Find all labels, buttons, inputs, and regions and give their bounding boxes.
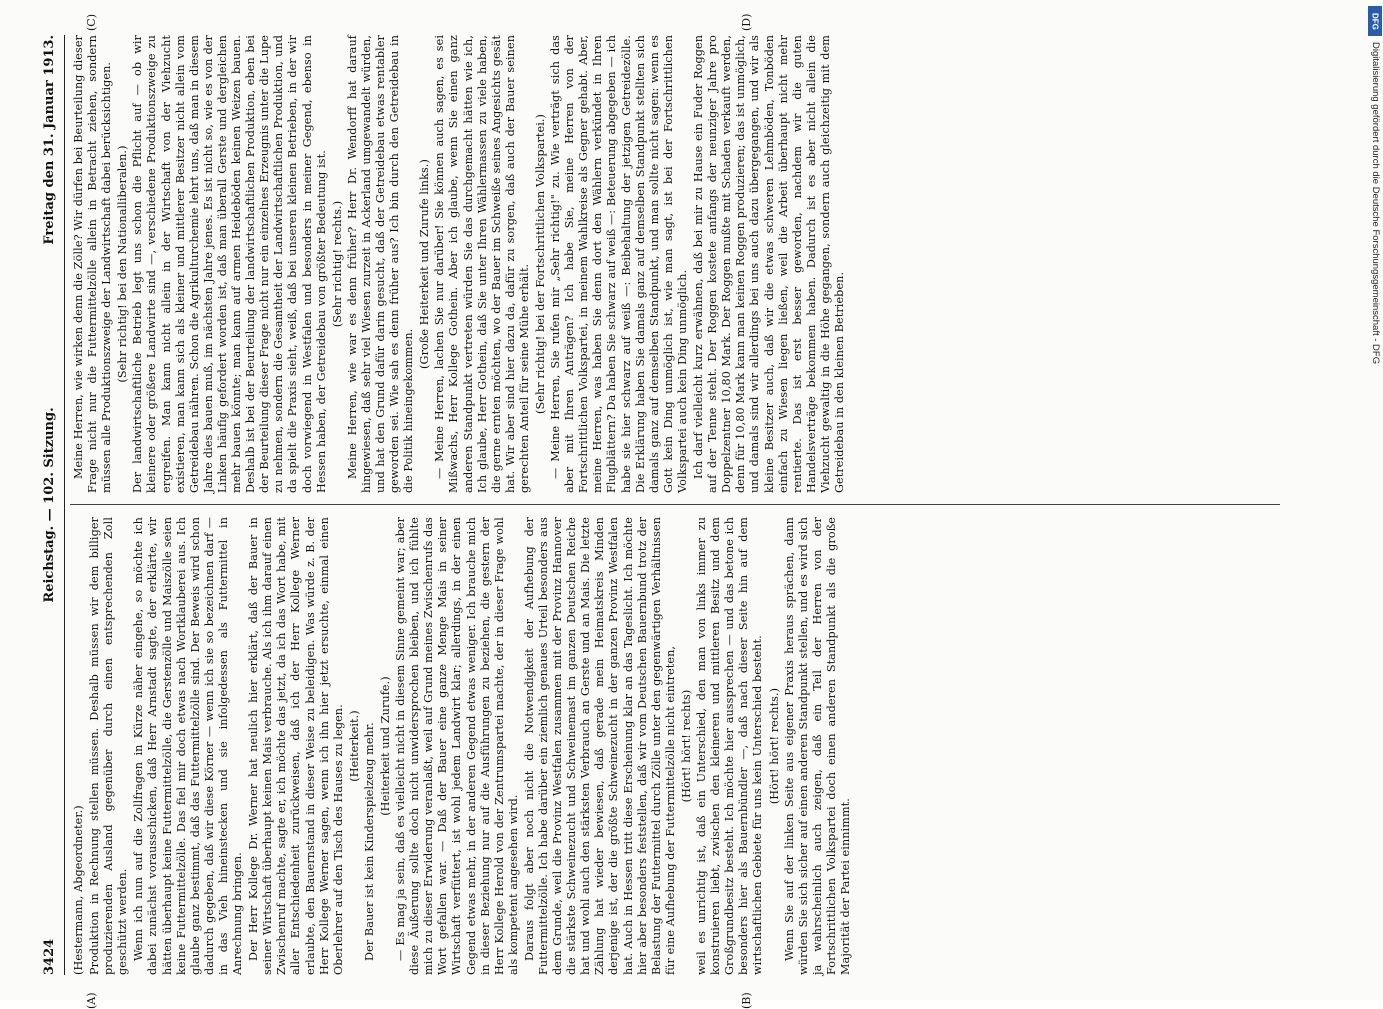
paragraph: — Es mag ja sein, daß es vielleicht nicht in diesem Sinne gemeint war; aber diese Äußerung sollte doch nicht unwidersprochen bleiben, und ich fühlte mich zu dieser Erwiderung veranlaßt, weil auf Grund meines Zwischenrufs das Wort gefallen war. — Daß der Bauer eine ganze Menge Mais in seiner Wirtschaft verfüttert, ist wohl jedem Landwirt klar; allerdings, in der einen Gegend etwas mehr, in der anderen Gegend etwas weniger. Ich brauche mich in dieser Beziehung nur auf die Ausführungen zu beziehen, die gestern der Herr Kollege Herold von der Zentrumspartei machte, der in dieser Frage wohl als kompetent angesehen wird. (394, 517, 520, 975)
header-rule (64, 35, 65, 975)
paragraph: Wenn Sie auf der linken Seite aus eigener Praxis heraus sprächen, dann würden Sie sich sicher auf einen anderen Standpunkt stellen, und es wird sich ja wahrscheinlich auch zeigen, daß ein Teil der Herren von der Fortschrittlichen Volkspartei doch einen anderen Standpunkt als die große Majorität der Partei einnimmt. (782, 517, 852, 975)
page-header (40, 35, 74, 975)
paragraph: Der Herr Kollege Dr. Werner hat neulich hier erklärt, daß der Bauer in seiner Wirtschaft überhaupt keinen Mais verbrauche. Als ich ihm darauf einen Zwischenruf machte, sagte er, ich möchte das jetzt, da ich das Wort habe, mit aller Entschiedenheit zurückweisen, daß ich der Herr Kollege Werner erlaubte, den Bauernstand in dieser Weise zu beleidigen. Was würde z. B. der Herr Kollege Werner sagen, wenn ich ihn hier jetzt ersuchte, einmal einen Oberlehrer auf den Tisch des Hauses zu legen. (247, 517, 345, 975)
rotated-page-content (40, 13, 1340, 1009)
interjection: (Große Heiterkeit und Zurufe links.) (418, 159, 432, 369)
margin-mark-c: (C) (85, 14, 98, 31)
interjection: (Sehr richtig! bei der Fortschrittlichen Volkspartei.) (534, 114, 547, 414)
dfg-logo: DFG (1368, 6, 1382, 36)
margin-mark-a: (A) (85, 992, 98, 1009)
paragraph: Meine Herren, wie wirken denn die Zölle? Wir dürfen bei Beurteilung dieser Frage nicht nur die Futtermittelzölle allein in Betracht ziehen, sondern müssen alle Produktionszweige der Landwirtschaft dabei berücksichtigen. (72, 35, 114, 493)
interjection: (Sehr richtig! rechts.) (330, 200, 344, 328)
paragraph: Produktion in Rechnung stellen müssen. Deshalb müssen wir dem billiger produzierenden Ausland gegenüber durch einen entsprechenden Zoll geschützt werden. (88, 517, 130, 975)
interjection: (Sehr richtig! bei den Nationalliberalen.) (116, 145, 130, 383)
paragraph: Ich darf vielleicht kurz erwähnen, daß bei mir zu Hause ein Fuder Roggen auf der Tenne steht. Der Roggen kostete anfangs der neunziger Jahre pro Doppelzentner 10,80 Mark. Der Roggen mußte mit Schaden verkauft werden, denn für 10,80 Mark kann man keinen Roggen produzieren; das ist unmöglich, und damals sind wir allerdings bei uns auch dazu übergegangen, und wir als kleine Besitzer auch, daß wir die etwas schweren Lehmböden, Tonböden einfach zu Wiesen liegen ließen, weil die Arbeit überhaupt nicht mehr rentierte. Das ist erst besser geworden, nachdem wir die guten Handelsverträge bekommen haben. Dadurch ist es aber nicht allein die Viehzucht gewaltig in die Höhe gegangen, sondern auch gleichzeitig mit dem Getreidebau in den kleinen Betrieben. (692, 35, 846, 493)
paragraph: Der Bauer ist kein Kinderspielzeug mehr. (362, 722, 376, 961)
paragraph: (Hestermann, Abgeordneter.) (72, 805, 85, 975)
paragraph: weil es unrichtig ist, daß ein Unterschied, den man von links immer zu konstruieren liebt, zwischen den kleineren und mittleren Besitz und dem Großgrundbesitz besteht. Ich möchte hier aussprechen — und das betone ich besonders hier als Bauernbündler —, daß nach dieser Seite hin auf dem wirtschaftlichen Gebiete für uns kein Unterschied besteht. (695, 517, 765, 975)
margin-mark-b: (B) (740, 992, 753, 1009)
paragraph: Meine Herren, wie war es denn früher? Herr Dr. Wendorff hat darauf hingewiesen, daß sehr viel Wiesen zurzeit in Ackerland umgewandelt würden, und hat den Grund dafür darin gesucht, daß der Getreidebau etwas rentabler geworden sei. Wie sah es denn früher aus? Ich bin durch den Getreidebau in die Politik hineingekommen. (345, 35, 416, 493)
paragraph: — Meine Herren, Sie rufen mir „Sehr richtig!" zu. Wie verträgt sich das aber mit Ihren Anträgen? Ich habe Sie, meine Herren von der Fortschrittlichen Volkspartei, in meinem Wahlkreise als Gegner gehabt. Aber, meine Herren, was haben Sie denn dort den Wählern verkündet in Ihren Flugblättern? Da haben Sie schwarz auf weiß —: Beteuerung abgegeben — ich habe sie hier schwarz auf weiß —: Beibehaltung der jetzigen Getreidezölle. Die Erklärung haben Sie damals ganz auf demselben Standpunkt stellten sich damals ganz auf demselben Standpunkt, und man sollte nicht sagen: wenn es Gott kein Ding unmöglich ist, wie man sagt, ist bei der Fortschrittlichen Volkspartei auch kein Ding unmöglich. (549, 35, 689, 493)
paragraph: — Meine Herren, lachen Sie nur darüber! Sie können auch sagen, es sei Mißwachs, Herr Kollege Gothein. Aber ich glaube, wenn Sie einen ganz anderen Standpunkt vertreten würden Sie das durchgemacht hätten wie ich, Ich glaube, Herr Gothein, daß Sie unter Ihren Wählermassen zu viele haben, die gerne ernten möchten, wo der Bauer im Schweiße seines Angesichts gesät hat. Wir aber sind hier dazu da, dafür zu sorgen, daß auch der Bauer seinen gerechten Anteil für seine Mühe erhält. (433, 35, 531, 493)
page-number: 3424 (42, 938, 57, 975)
right-column (72, 35, 849, 493)
paragraph: Der landwirtschaftliche Betrieb legt uns schon die Pflicht auf — ob wir kleinere oder größere Landwirte sind —, verschiedene Produktionszweige zu ergreifen. Man kann nicht allein in der Wirtschaft von der Viehzucht existieren, man kann sich als kleiner und mittlerer Besitzer nicht allein vom Getreidebau nähren. Schon die Agrikulturchemie lehrt uns, daß man in diesem Jahre dies bauen muß, im nächsten Jahre jenes. Es ist nicht so, wie es von der Linken häufig gefordert worden ist, daß man überall Gerste und dergleichen mehr bauen könnte; man kann auf armen Heideböden keinen Weizen bauen. Deshalb ist bei der Beurteilung der landwirtschaftlichen Produktion, eben bei der Beurteilung dieser Frage nicht nur ein einzelnes Erzeugnis unter die Lupe zu nehmen, sondern die Gesamtheit der Landwirtschaftlichen Produktion, und da spielt die Praxis sieht, weiß, daß bei unseren kleinen Betrieben, in der wir doch vorwiegend in Westfalen und besonders in meiner Gegend, ebenso in Hessen haben, der Getreidebau von größter Bedeutung ist. (131, 35, 328, 493)
session-title: Reichstag. — 102. Sitzung. (42, 407, 57, 603)
column-separator (70, 504, 1280, 505)
paragraph: Wenn ich nun auf die Zollfragen in Kürze näher eingehe, so möchte ich dabei zunächst vorausschicken, daß Herr Arnstadt sagte, der erklärte, wir hätten überhaupt keine Futtermittelzölle, die Gerstenzölle und Maiszölle seien keine Futtermittelzölle. Das fiel mir doch etwas nach Wortklauberei aus. Ich glaube ganz bestimmt, daß das Futtermittelzölle sind. Der Beweis wird schon dadurch gegeben, daß wir diese Körner — wenn ich sie so bezeichnen darf — in das Vieh hineinstecken und sie infolgedessen als Futtermittel in Anrechnung bringen. (132, 517, 245, 975)
paragraph: Daraus folgt aber noch nicht die Notwendigkeit der Aufhebung der Futtermittelzölle. Ich habe darüber ein ziemlich genaues Urteil besonders aus dem Grunde, weil die Provinz Westfalen zusammen mit der Provinz Hannover die stärkste Schweinezucht und Schweinemast im ganzen Deutschen Reiche hat und wohl auch den stärksten Verbrauch an Gerste und an Mais. Die letzte Zählung hat wieder bewiesen, daß gerade mein Heimatskreis Minden derjenige ist, der die größte Schweinezucht in der ganzen Provinz Westfalen hat. Auch in Hessen tritt diese Erscheinung klar an das Tageslicht. Ich möchte hier aber besonders feststellen, daß wir vom Deutschen Bauernbund trotz der Belastung der Futtermittel durch Zölle unter den gegenwärtigen Verhältnissen für eine Aufhebung der Futtermittelzölle nicht eintreten, (522, 517, 677, 975)
interjection: (Heiterkeit.) (347, 710, 361, 782)
interjection: (Hört! hört! rechts.) (767, 687, 781, 805)
interjection: (Heiterkeit und Zurufe.) (378, 676, 392, 816)
digitization-credit: Digitalisierung gefördert durch die Deutsche Forschungsgemeinschaft - DFG (1370, 42, 1381, 365)
interjection: (Hört! hört! rechts) (679, 689, 693, 803)
left-column (72, 517, 855, 975)
session-date: Freitag den 31. Januar 1913. (42, 35, 57, 245)
margin-mark-d: (D) (740, 13, 753, 31)
